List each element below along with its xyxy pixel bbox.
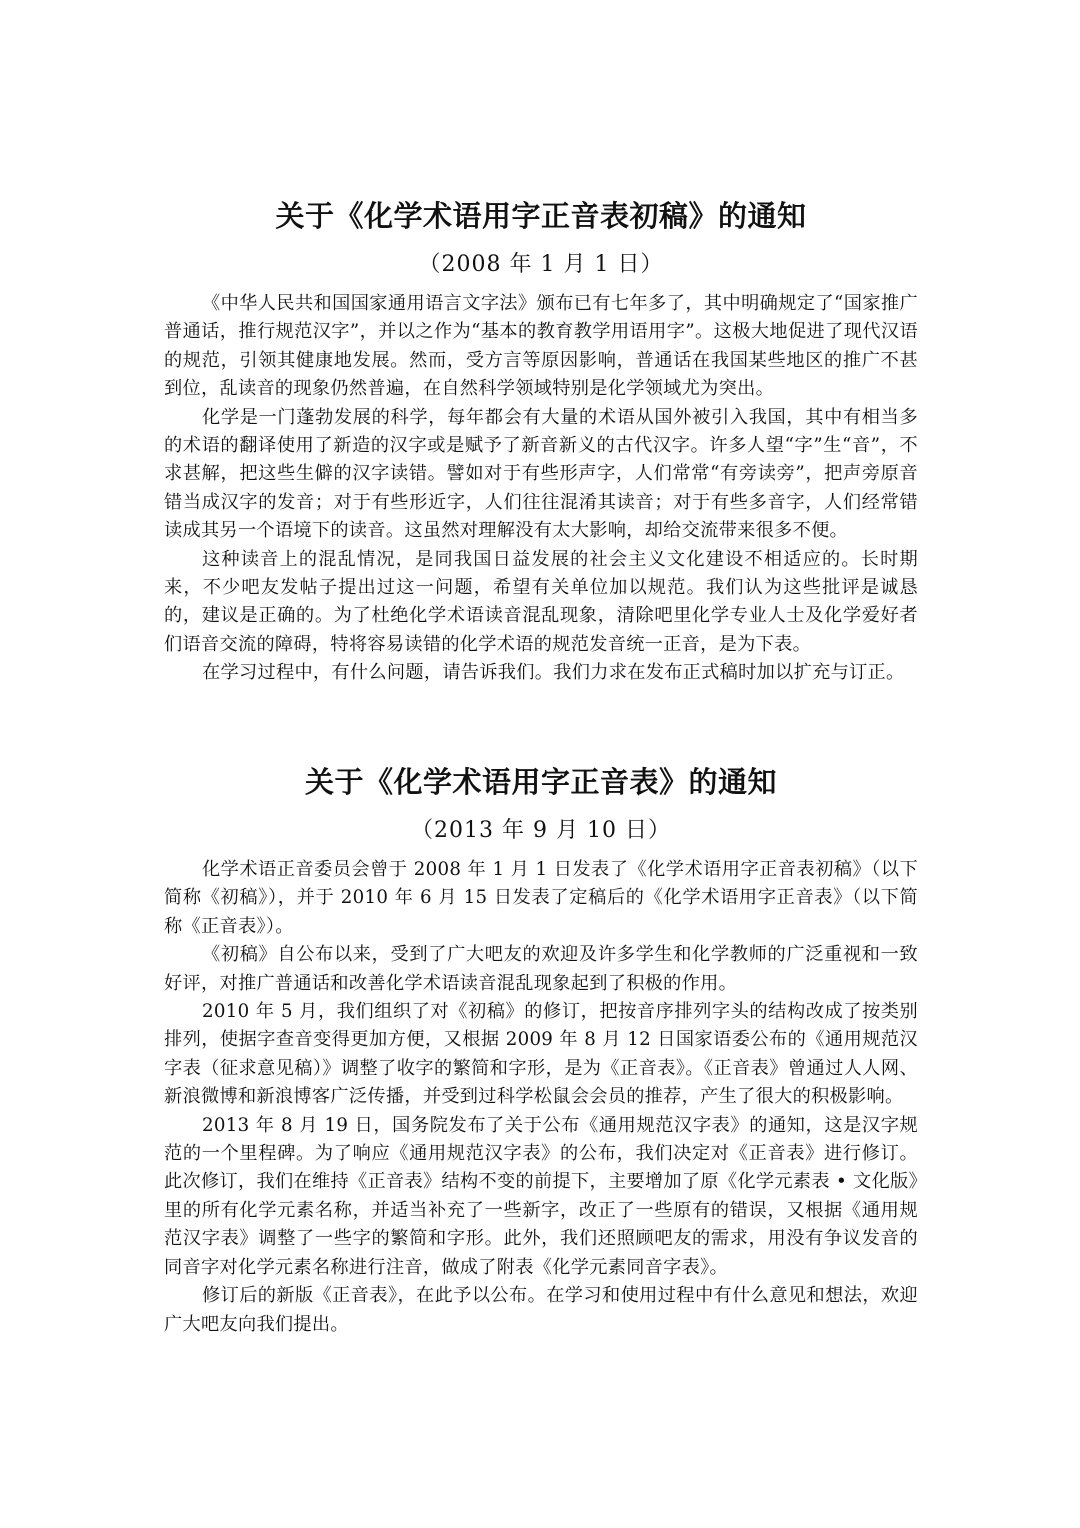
notice-2013 [164, 762, 918, 1339]
notice-2008 [164, 196, 918, 688]
notice-date: （2013 年 9 月 10 日） [411, 818, 671, 843]
notice-title: 关于《化学术语用字正音表》的通知 [304, 765, 777, 799]
notice-title: 关于《化学术语用字正音表初稿》的通知 [275, 199, 807, 233]
paragraph: 《中华人民共和国国家通用语言文字法》颁布已有七年多了，其中明确规定了“国家推广普通话，推行规范汉字”，并以之作为“基本的教育教学用语用字”。这极大地促进了现代汉语的规范，引领其健康地发展。然而，受方言等原因影响，普通话在我国某些地区的推广不甚到位，乱读音的现象仍然普遍，在自然科学领域特别是化学领域尤为突出。 [164, 293, 918, 400]
paragraph: 修订后的新版《正音表》，在此予以公布。在学习和使用过程中有什么意见和想法，欢迎广大吧友向我们提出。 [164, 1285, 918, 1335]
paragraph: 这种读音上的混乱情况，是同我国日益发展的社会主义文化建设不相适应的。长时期来，不少吧友发帖子提出过这一问题，希望有关单位加以规范。我们认为这些批评是诚恳的，建议是正确的。为了杜绝化学术语读音混乱现象，清除吧里化学专业人士及化学爱好者们语音交流的障碍，特将容易读错的化学术语的规范发音统一正音，是为下表。 [164, 548, 918, 655]
notice-date: （2008 年 1 月 1 日） [418, 252, 664, 277]
paragraph: 2013 年 8 月 19 日，国务院发布了关于公布《通用规范汉字表》的通知，这是汉字规范的一个里程碑。为了响应《通用规范汉字表》的公布，我们决定对《正音表》进行修订。此次修订，我们在维持《正音表》结构不变的前提下，主要增加了原《化学元素表 • 文化版》里的所有化学元素名称，并适当补充了一些新字，改正了一些原有的错误，又根据《通用规范汉字表》调整了一些字的繁简和字形。此外，我们还照顾吧友的需求，用没有争议发音的同音字对化学元素名称进行注音，做成了附表《化学元素同音字表》。 [164, 1114, 918, 1278]
paragraph: 化学是一门蓬勃发展的科学，每年都会有大量的术语从国外被引入我国，其中有相当多的术语的翻译使用了新造的汉字或是赋予了新音新义的古代汉字。许多人望“字”生“音”，不求甚解，把这些生僻的汉字读错。譬如对于有些形声字，人们常常“有旁读旁”，把声旁原音错当成汉字的发音；对于有些形近字，人们往往混淆其读音；对于有些多音字，人们经常错读成其另一个语境下的读音。这虽然对理解没有太大影响，却给交流带来很多不便。 [164, 406, 918, 542]
paragraph: 《初稿》自公布以来，受到了广大吧友的欢迎及许多学生和化学教师的广泛重视和一致好评，对推广普通话和改善化学术语读音混乱现象起到了积极的作用。 [164, 944, 918, 994]
paragraph: 在学习过程中，有什么问题，请告诉我们。我们力求在发布正式稿时加以扩充与订正。 [202, 662, 905, 684]
notice-body [164, 290, 918, 688]
paragraph: 化学术语正音委员会曾于 2008 年 1 月 1 日发表了《化学术语用字正音表初稿》（以下简称《初稿》），并于 2010 年 6 月 15 日发表了定稿后的《化学术语用字正音表》（以下简称《正音表》）。 [164, 859, 918, 937]
notice-body [164, 856, 918, 1339]
paragraph: 2010 年 5 月，我们组织了对《初稿》的修订，把按音序排列字头的结构改成了按类别排列，使据字查音变得更加方便，又根据 2009 年 8 月 12 日国家语委公布的《通用规范汉字表（征求意见稿）》调整了收字的繁简和字形，是为《正音表》。《正音表》曾通过人人网、新浪微博和新浪博客广泛传播，并受到过科学松鼠会会员的推荐，产生了很大的积极影响。 [164, 1001, 918, 1108]
